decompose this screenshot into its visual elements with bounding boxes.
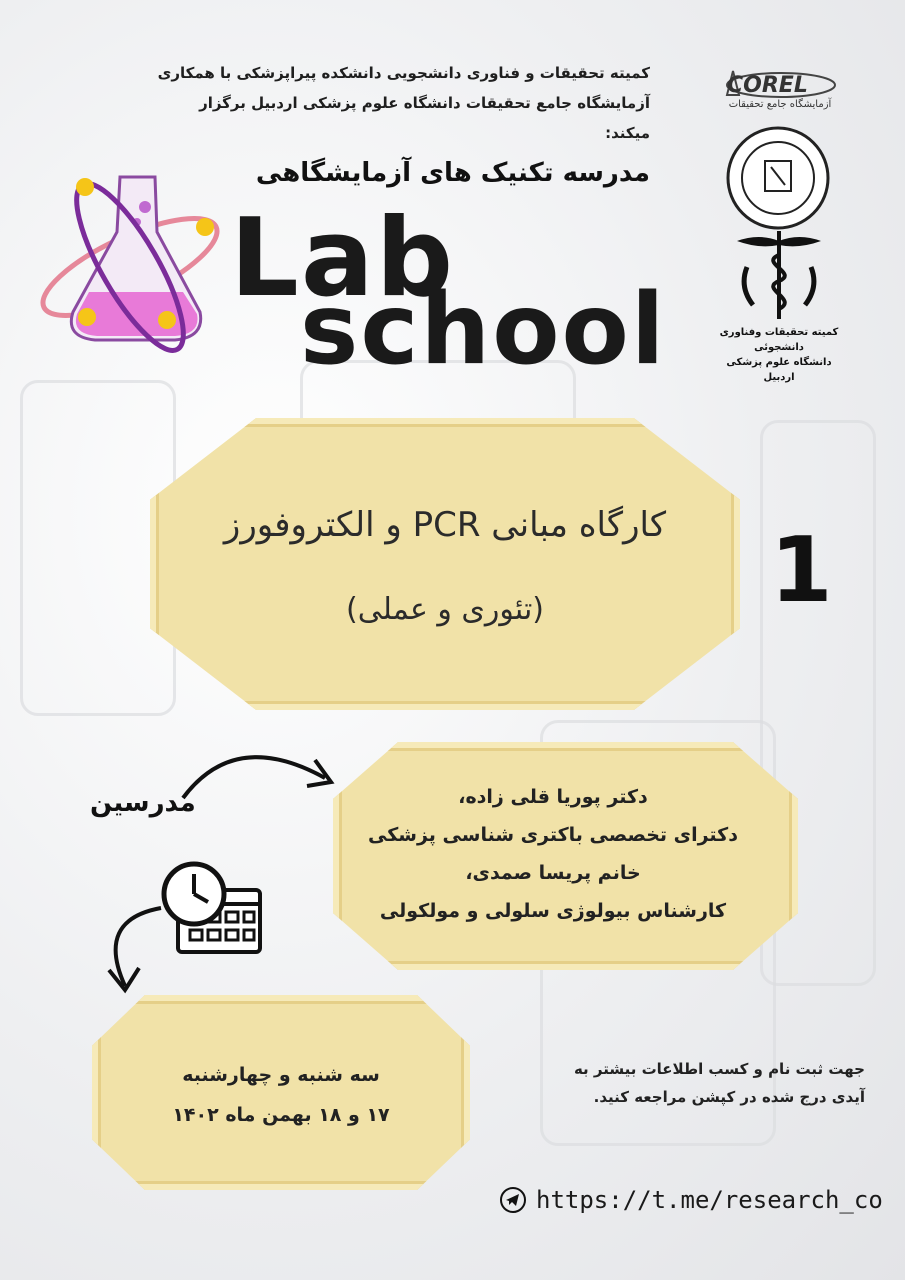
arrow-right-icon (175, 738, 355, 818)
instructor-degree: کارشناس بیولوژی سلولی و مولکولی (379, 900, 727, 922)
logos-column (715, 55, 850, 383)
telegram-link[interactable]: https://t.me/research_co (536, 1186, 883, 1214)
intro-text: کمیته تحقیقات و فناوری دانشجویی دانشکده پیراپزشکی با همکاری آزمایشگاه جامع تحقیقات دانشگاه علوم پزشکی اردبیل برگزار میکند: (157, 64, 650, 142)
workshop-subtitle: (تئوری و عملی) (345, 592, 545, 627)
instructor-degree: دکترای تخصصی باکتری شناسی پزشکی (368, 824, 738, 846)
flask-atom-illustration (25, 162, 235, 362)
workshop-number: 1 (770, 518, 833, 623)
corel-subtitle: آزمایشگاه جامع تحقیقات (728, 99, 832, 110)
caduceus-icon (729, 227, 829, 322)
telegram-link-row[interactable] (500, 1186, 883, 1214)
workshop-title-panel (150, 418, 740, 710)
instructors-label: مدرسین (90, 788, 196, 818)
instructors-list (333, 778, 773, 930)
instructor-name: دکتر پوریا قلی زاده، (458, 786, 648, 808)
school-title: مدرسه تکنیک های آزمایشگاهی (255, 158, 650, 188)
workshop-title: کارگاه مبانی PCR و الکتروفورز (223, 505, 667, 545)
telegram-icon (500, 1187, 526, 1213)
faculty-seal-icon (723, 123, 833, 233)
committee-caption-line: کمیته تحقیقات وفناوری دانشجوئی (719, 327, 839, 353)
brand-lab: Lab (230, 196, 456, 321)
brand-school: school (300, 273, 667, 387)
instructor-name: خانم پریسا صمدی، (465, 862, 641, 884)
schedule-days: سه شنبه و چهارشنبه (182, 1064, 380, 1086)
committee-caption (715, 325, 843, 385)
schedule-dates: ۱۷ و ۱۸ بهمن ماه ۱۴۰۲ (172, 1104, 390, 1126)
committee-caption-line: دانشگاه علوم پزشکی اردبیل (726, 357, 832, 383)
arrow-down-icon (95, 900, 175, 1000)
corel-name: COREL (727, 73, 808, 98)
registration-note: جهت ثبت نام و کسب اطلاعات بیشتر به آیدی درج شده در کپشن مراجعه کنید. (573, 1060, 865, 1106)
schedule-text (92, 1055, 470, 1135)
